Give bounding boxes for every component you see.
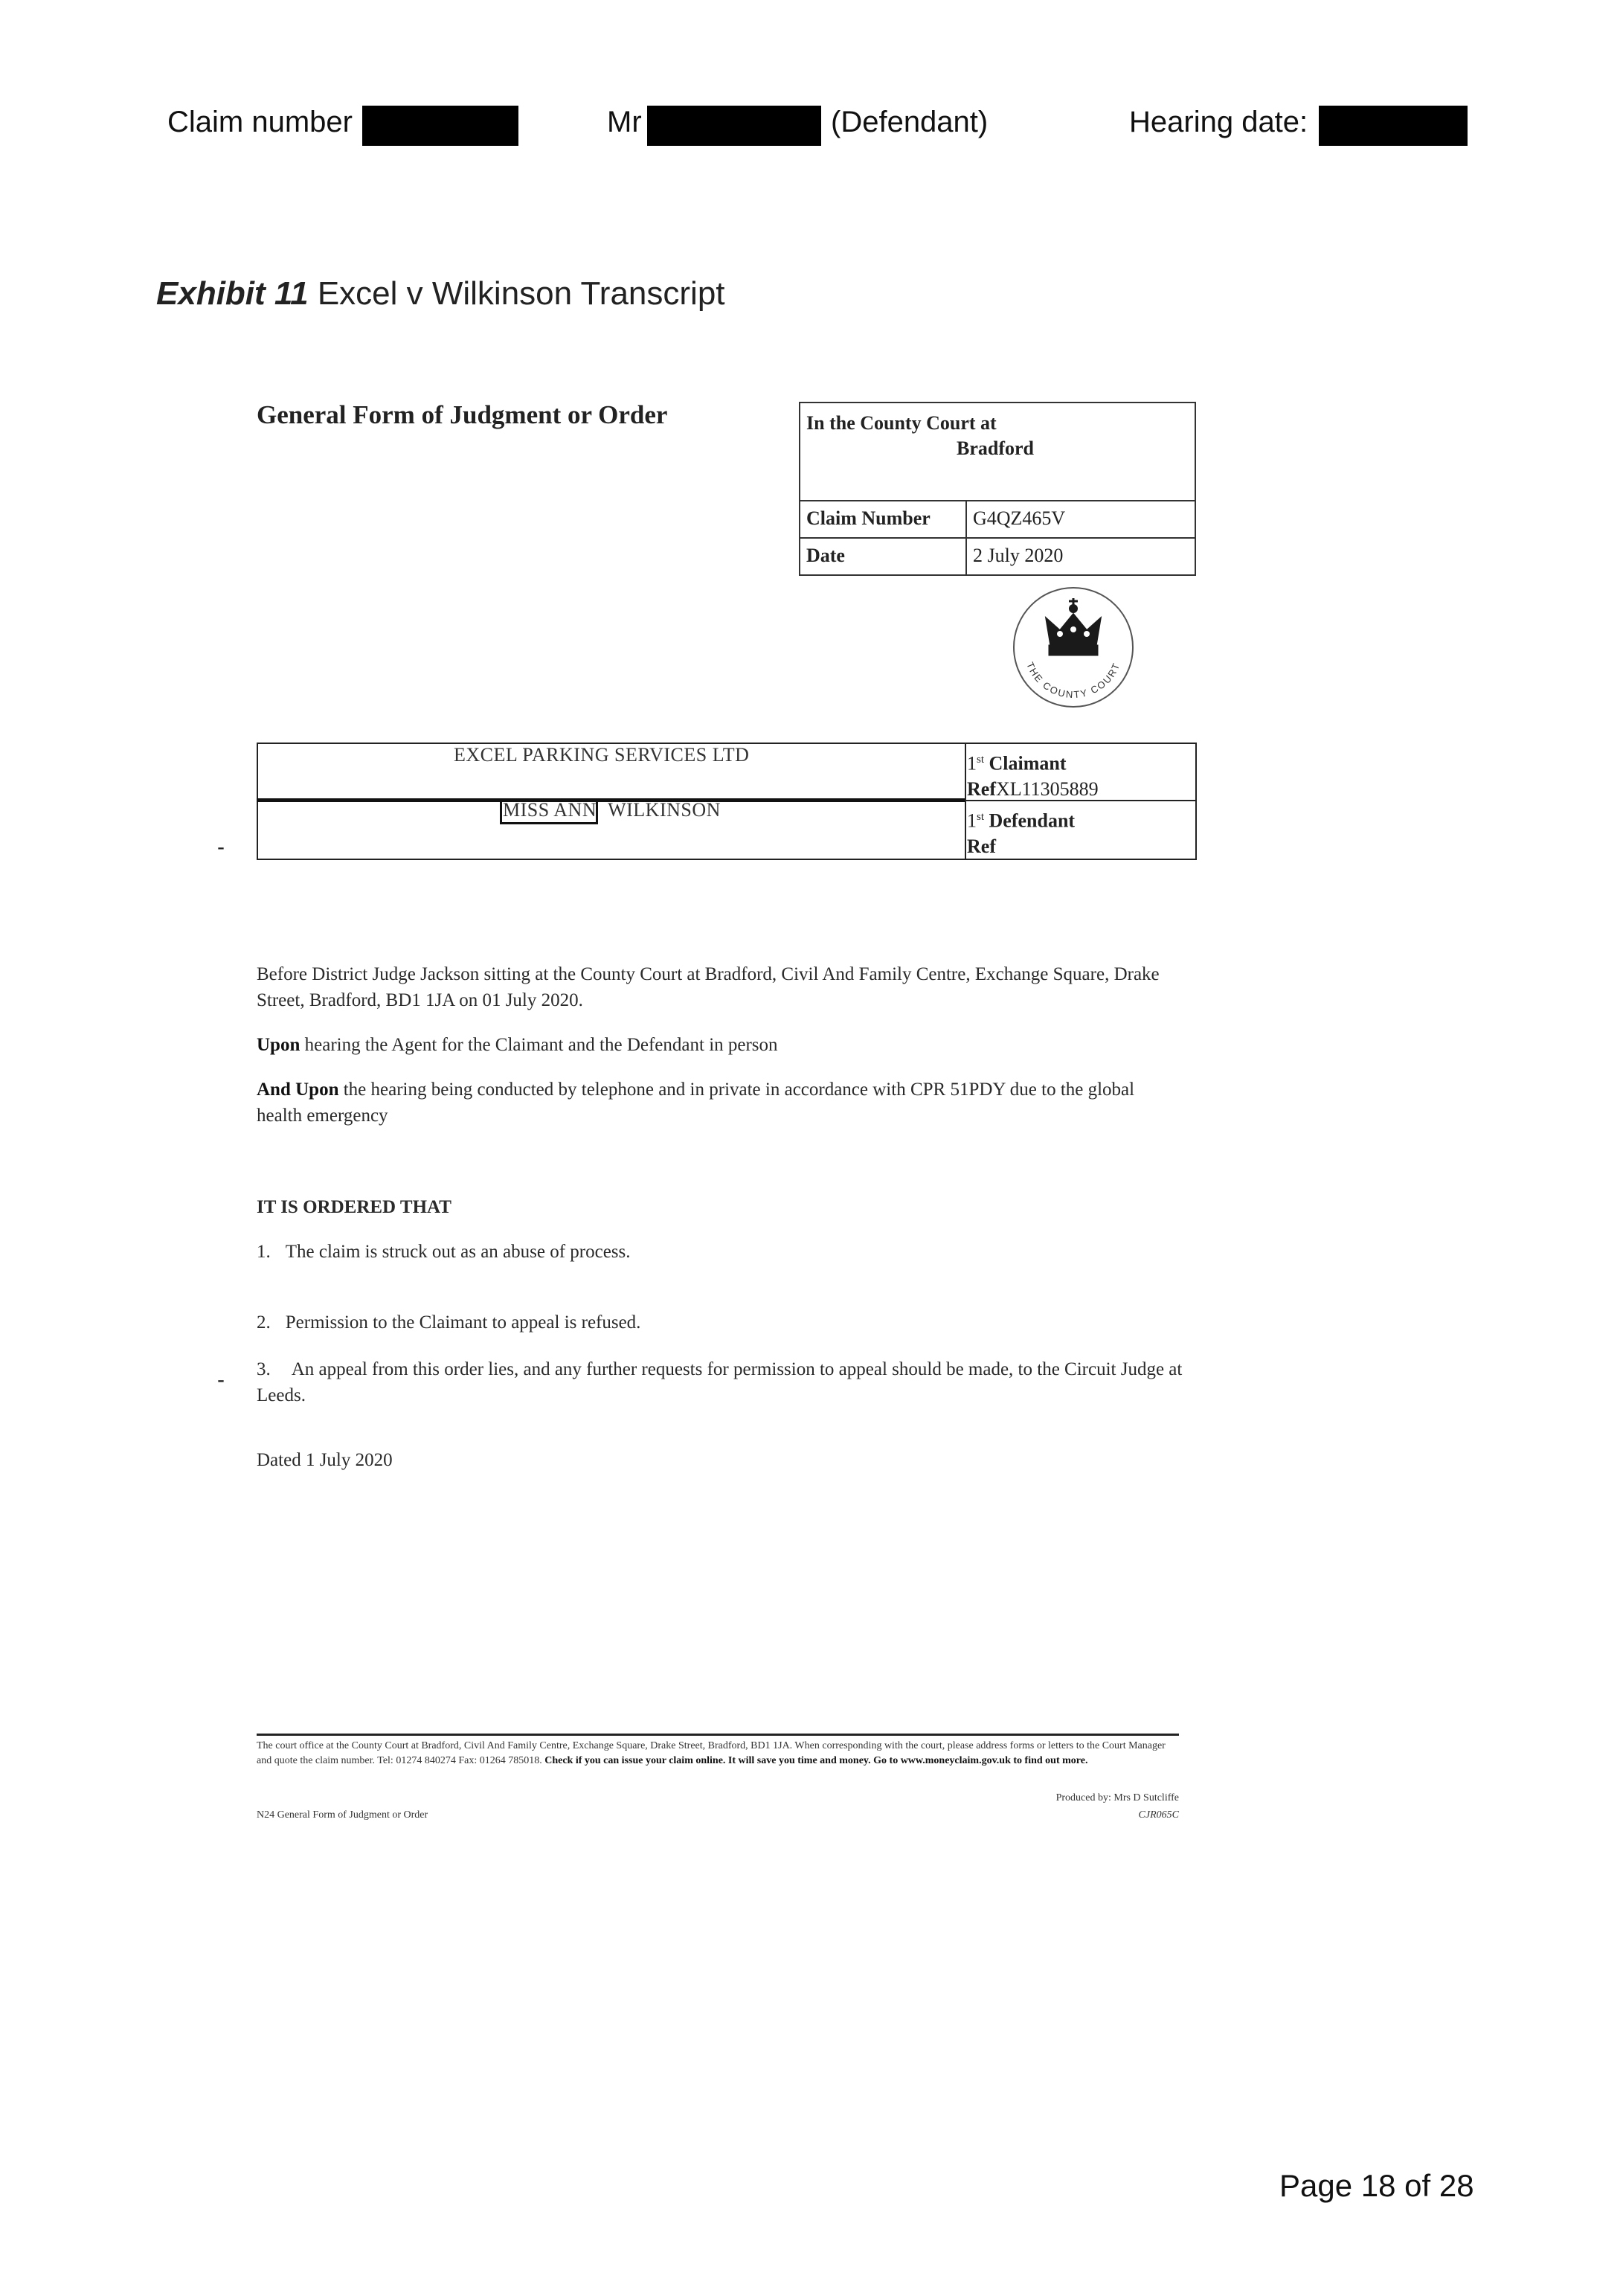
upon-paragraph: Upon hearing the Agent for the Claimant and the Defendant in person <box>257 1035 778 1055</box>
date-label: Date <box>806 545 845 566</box>
footer-form-code: N24 General Form of Judgment or Order <box>257 1809 428 1821</box>
footer-rule <box>257 1734 1179 1736</box>
header-defendant-label: (Defendant) <box>831 106 989 138</box>
defendant-name: MISS ANN WILKINSON <box>503 799 721 821</box>
margin-dash-2: - <box>217 1367 225 1392</box>
header-hearing-date-label: Hearing date: <box>1129 106 1308 138</box>
exhibit-number: Exhibit 11 <box>156 275 309 312</box>
before-paragraph: Before District Judge Jackson sitting at the County Court at Bradford, Civil And Family Centre, Exchange Square, Drake Street, Bradford, BD1 1JA on 01 July 2020. <box>257 964 1160 1010</box>
form-title: General Form of Judgment or Order <box>257 400 668 429</box>
court-info-box <box>799 402 1196 576</box>
margin-dash: - <box>217 835 225 859</box>
dated-line: Dated 1 July 2020 <box>257 1450 393 1470</box>
footer-produced-by: Produced by: Mrs D Sutcliffe <box>1055 1792 1179 1803</box>
court-seal-icon <box>1008 580 1138 714</box>
svg-text:THE COUNTY COURT <box>1024 661 1122 700</box>
date-value: 2 July 2020 <box>973 545 1064 566</box>
order-item-1: 1. The claim is struck out as an abuse of process. <box>257 1242 631 1262</box>
order-item-2: 2. Permission to the Claimant to appeal is refused. <box>257 1312 641 1333</box>
redaction-claim-number <box>362 106 518 146</box>
claimant-role: 1st Claimant RefXL11305889 <box>967 752 1099 800</box>
footer-court-office: The court office at the County Court at Bradford, Civil And Family Centre, Exchange Square, Drake Street, Bradford, BD1 1JA. When corresponding with the court, please address forms or letters to the Court Manager and quote the claim number. Tel: 01274 840274 Fax: 01264 785018. Check if you can issue your claim online. It will save you time and money. Go to www.moneyclaim.gov.uk to find out more. <box>257 1740 1166 1766</box>
claimant-name: EXCEL PARKING SERVICES LTD <box>454 744 750 766</box>
claimant-ref: XL11305889 <box>995 777 1099 800</box>
page-number: Page 18 of 28 <box>1279 2168 1474 2203</box>
and-upon-paragraph: And Upon the hearing being conducted by telephone and in private in accordance with CPR 51PDY due to the global health emergency <box>257 1080 1135 1126</box>
court-name-line1: In the County Court at <box>806 412 997 434</box>
court-seal-text: THE COUNTY COURT <box>1024 660 1122 701</box>
footer-ref-code: CJR065C <box>1138 1809 1179 1821</box>
claim-number-value: G4QZ465V <box>973 507 1066 529</box>
header-mr-label: Mr <box>607 106 642 138</box>
order-item-3: 3. An appeal from this order lies, and any further requests for permission to appeal should be made, to the Circuit Judge at Leeds. <box>257 1359 1183 1405</box>
redaction-defendant-name <box>647 106 821 146</box>
header-claim-number-label: Claim number <box>167 106 353 138</box>
claim-number-label: Claim Number <box>806 507 931 529</box>
county-court-seal <box>1008 580 1138 714</box>
court-name-line2: Bradford <box>957 437 1034 459</box>
ordered-heading: IT IS ORDERED THAT <box>257 1197 451 1217</box>
exhibit-heading <box>156 275 725 312</box>
defendant-role: 1st Defendant Ref <box>967 809 1076 857</box>
exhibit-title: Excel v Wilkinson Transcript <box>317 275 725 312</box>
redaction-hearing-date <box>1319 106 1468 146</box>
